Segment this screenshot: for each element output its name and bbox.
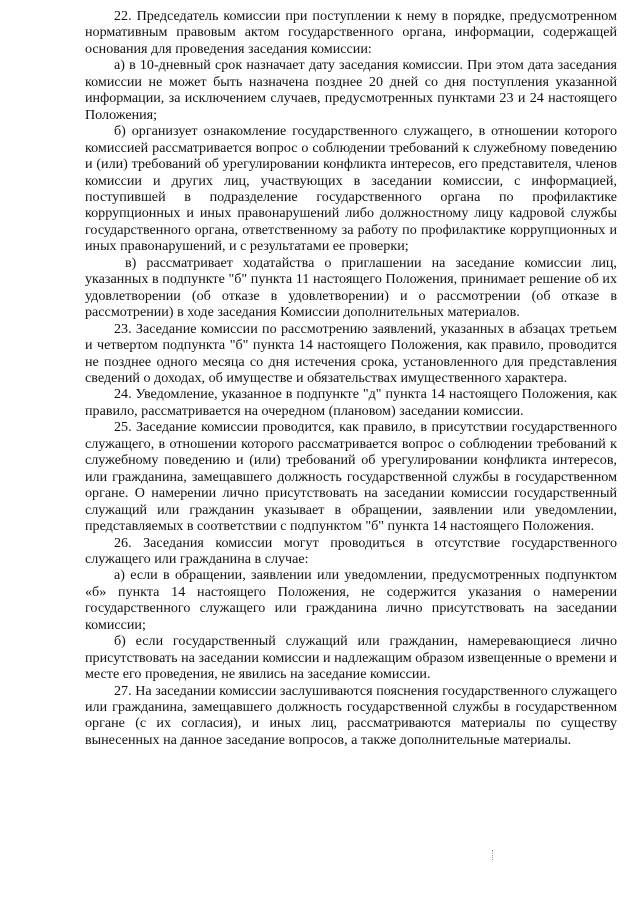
paragraph-22: 22. Председатель комиссии при поступлении к нему в порядке, предусмотренном нормативным правовым актом государственного органа, информации, содержащей основания для проведения заседания комиссии: [85, 8, 617, 57]
scan-mark [492, 850, 494, 860]
paragraph-27: 27. На заседании комиссии заслушиваются пояснения государственного служащего или гражданина, замещавшего должность государственной службы в государственном органе (с их согласия), и иных лиц, рассматриваются материалы по существу вынесенных на данное заседание вопросов, а также дополнительные материалы. [85, 682, 617, 748]
paragraph-26: 26. Заседания комиссии могут проводиться в отсутствие государственного служащего или гражданина в случае: [85, 534, 617, 567]
paragraph-26-a: а) если в обращении, заявлении или уведомлении, предусмотренных подпунктом «б» пункта 14 настоящего Положения, не содержится указания о намерении государственного служащего или гражданина лично присутствовать на заседании комиссии; [85, 567, 617, 633]
paragraph-23: 23. Заседание комиссии по рассмотрению заявлений, указанных в абзацах третьем и четвертом подпункта "б" пункта 14 настоящего Положения, как правило, проводится не позднее одного месяца со дня истечения срока, установленного для представления сведений о доходах, об имуществе и обязательствах имущественного характера. [85, 320, 617, 386]
paragraph-22-b: б) организует ознакомление государственного служащего, в отношении которого комиссией рассматривается вопрос о соблюдении требований к служебному поведению и (или) требований об урегулировании конфликта интересов, его представителя, членов комиссии и других лиц, участвующих в заседании комиссии, с информацией, поступившей в подразделение государственного органа по профилактике коррупционных и иных правонарушений либо должностному лицу кадровой службы государственного органа, ответственному за работу по профилактике коррупционных и иных правонарушений, и с результатами ее проверки; [85, 123, 617, 255]
paragraph-25: 25. Заседание комиссии проводится, как правило, в присутствии государственного служащего, в отношении которого рассматривается вопрос о соблюдении требований к служебному поведению и (или) требований об урегулировании конфликта интересов, или гражданина, замещавшего должность государственной службы в государственном органе. О намерении лично присутствовать на заседании комиссии государственный служащий или гражданин указывает в обращении, заявлении или уведомлении, представляемых в соответствии с подпунктом "б" пункта 14 настоящего Положения. [85, 419, 617, 535]
document-body [85, 8, 617, 748]
paragraph-24: 24. Уведомление, указанное в подпункте "д" пункта 14 настоящего Положения, как правило, рассматривается на очередном (плановом) заседании комиссии. [85, 386, 617, 419]
paragraph-22-v: в) рассматривает ходатайства о приглашении на заседание комиссии лиц, указанных в подпункте "б" пункта 11 настоящего Положения, принимает решение об их удовлетворении (об отказе в удовлетворении) и о рассмотрении (об отказе в рассмотрении) в ходе заседания Комиссии дополнительных материалов. [85, 254, 617, 321]
paragraph-26-b: б) если государственный служащий или гражданин, намеревающиеся лично присутствовать на заседании комиссии и надлежащим образом извещенные о времени и месте его проведения, не явились на заседание комиссии. [85, 633, 617, 683]
paragraph-22-a: а) в 10-дневный срок назначает дату заседания комиссии. При этом дата заседания комиссии не может быть назначена позднее 20 дней со дня поступления указанной информации, за исключением случаев, предусмотренных пунктами 23 и 24 настоящего Положения; [85, 57, 617, 123]
